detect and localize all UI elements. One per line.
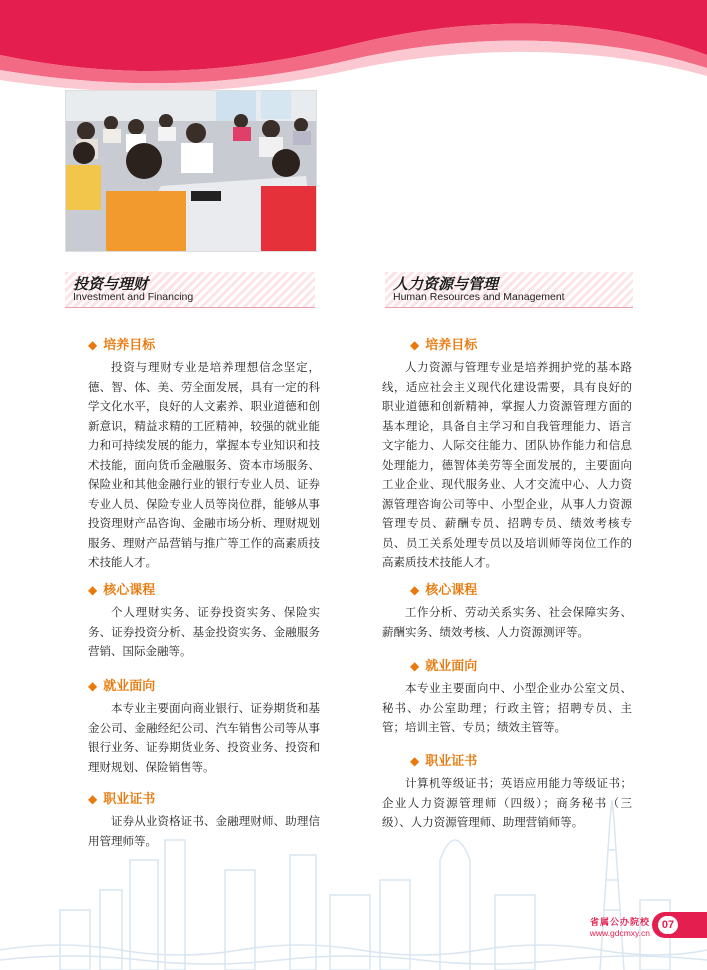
section-body: 证券从业资格证书、金融理财师、助理信用管理师等。 (88, 814, 320, 848)
hr-core-courses (382, 579, 632, 642)
students-photo (65, 90, 317, 252)
hr-title-zh: 人力资源与管理 (393, 275, 499, 293)
hr-section-header (385, 272, 633, 308)
page-number-tab (652, 912, 707, 938)
section-body: 个人理财实务、证券投资实务、保险实务、证券投资分析、基金投资实务、金融服务营销、国际金融等。 (88, 605, 320, 658)
diamond-icon: ◆ (410, 754, 420, 768)
diamond-icon: ◆ (88, 792, 98, 806)
investment-title-zh: 投资与理财 (73, 275, 149, 293)
diamond-icon: ◆ (88, 679, 98, 693)
section-body: 计算机等级证书；英语应用能力等级证书；企业人力资源管理师（四级）；商务秘书（三级）、人力资源管理师、助理营销师等。 (382, 776, 632, 829)
investment-employment (88, 675, 320, 777)
section-heading: 培养目标 (425, 338, 478, 353)
section-body: 本专业主要面向商业银行、证券期货和基金公司、金融经纪公司、汽车销售公司等从事银行业务、证券期货业务、投资业务、投资和理财规划、保险销售等。 (88, 701, 320, 774)
header-rule (65, 307, 315, 308)
header-rule (385, 307, 633, 308)
diamond-icon: ◆ (410, 659, 420, 673)
diamond-icon: ◆ (88, 583, 98, 597)
city-skyline-decoration (0, 800, 707, 970)
section-body: 投资与理财专业是培养理想信念坚定，德、智、体、美、劳全面发展，具有一定的科学文化水平，良好的人文素养、职业道德和创新意识，精益求精的工匠精神，较强的就业能力和可持续发展的能力，掌握本专业知识和技术技能，面向货币金融服务、资本市场服务、保险业和其他金融行业的银行专业人员、证券专业人员、保险专业人员等岗位群，能够从事投资理财产品咨询、金融市场分析、理财规划服务、理财产品营销与推广等工作的高素质技术技能人才。 (88, 360, 320, 569)
page-number: 07 (658, 916, 678, 934)
section-heading: 就业面向 (103, 679, 156, 694)
section-body: 本专业主要面向中、小型企业办公室文员、秘书、办公室助理；行政主管；招聘专员、主管；培训主管、专员；绩效主管等。 (382, 681, 632, 734)
section-body: 工作分析、劳动关系实务、社会保障实务、薪酬实务、绩效考核、人力资源测评等。 (382, 605, 632, 639)
section-heading: 核心课程 (425, 583, 478, 598)
school-url: www.gdcmxy.cn (589, 928, 650, 938)
section-heading: 就业面向 (425, 659, 478, 674)
hr-employment (382, 655, 632, 738)
school-name: 省属公办院校 (589, 918, 650, 928)
hr-training-goal (382, 334, 632, 573)
section-heading: 核心课程 (103, 583, 156, 598)
hr-title-en: Human Resources and Management (393, 291, 565, 303)
investment-section-header (65, 272, 315, 308)
section-body: 人力资源与管理专业是培养拥护党的基本路线，适应社会主义现代化建设需要，具有良好的职业道德和创新精神，掌握人力资源管理方面的基本理论，具备自主学习和自我管理能力、语言文字能力、人际交往能力、团队协作能力和信息处理能力，德智体美劳等全面发展的，主要面向工业企业、现代服务业、人才交流中心、人力资源管理咨询公司等中、小型企业，从事人力资源管理专员、薪酬专员、招聘专员、绩效考核专员、员工关系处理专员以及培训师等岗位工作的高素质技术技能人才。 (382, 360, 632, 569)
section-heading: 职业证书 (425, 754, 478, 769)
school-brand (565, 915, 650, 938)
investment-training-goal (88, 334, 320, 573)
investment-title-en: Investment and Financing (73, 291, 194, 303)
investment-core-courses (88, 579, 320, 662)
diamond-icon: ◆ (88, 338, 98, 352)
section-heading: 职业证书 (103, 792, 156, 807)
section-heading: 培养目标 (103, 338, 156, 353)
diamond-icon: ◆ (410, 583, 420, 597)
diamond-icon: ◆ (410, 338, 420, 352)
